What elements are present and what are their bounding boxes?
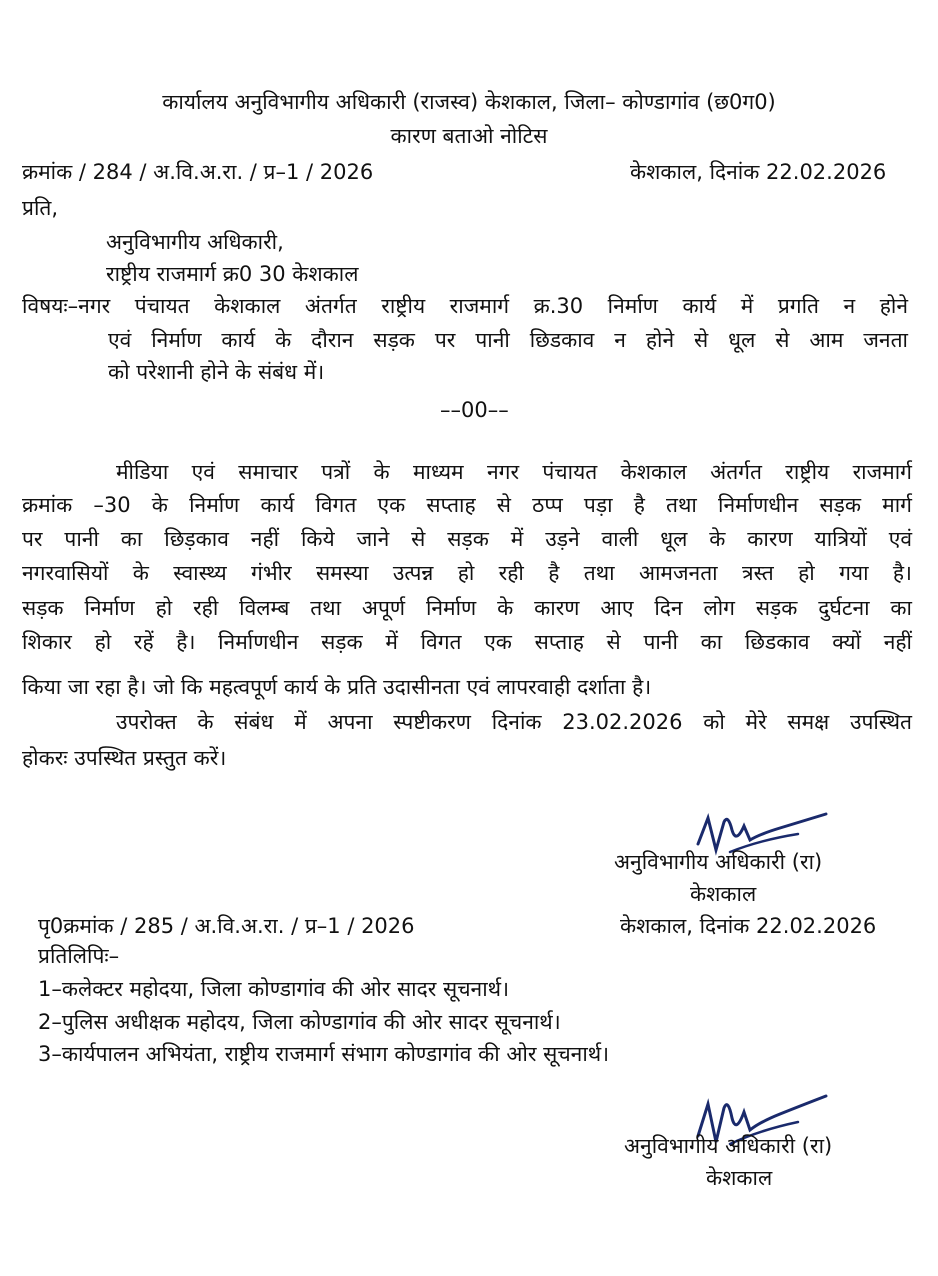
- body-line: मीडिया एवं समाचार पत्रों के माध्यम नगर पंचायत केशकाल अंतर्गत राष्ट्रीय राजमार्ग: [116, 460, 912, 484]
- body-line: नगरवासियों के स्वास्थ्य गंभीर समस्या उत्पन्न हो रही है तथा आमजनता त्रस्त हो गया है।: [22, 561, 912, 585]
- copy-item: 2–पुलिस अधीक्षक महोदय, जिला कोण्डागांव की ओर सादर सूचनार्थ।: [38, 1010, 561, 1034]
- body-line: होकरः उपस्थित प्रस्तुत करें।: [22, 746, 227, 770]
- body-line: शिकार हो रहें है। निर्माणधीन सड़क में विगत एक सप्ताह से पानी का छिडकाव क्यों नहीं: [22, 630, 912, 654]
- signature1-designation: अनुविभागीय अधिकारी (रा): [614, 850, 823, 874]
- subject-line2: एवं निर्माण कार्य के दौरान सड़क पर पानी छिडकाव न होने से धूल से आम जनता: [108, 328, 908, 352]
- endorsement-date: केशकाल, दिनांक 22.02.2026: [620, 914, 877, 938]
- office-heading: कार्यालय अनुविभागीय अधिकारी (राजस्व) केशकाल, जिला– कोण्डागांव (छ0ग0): [162, 90, 776, 114]
- separator: ––00––: [440, 398, 509, 422]
- signature1-place: केशकाल: [690, 882, 757, 906]
- subject-line1: विषयः–नगर पंचायत केशकाल अंतर्गत राष्ट्रीय राजमार्ग क्र.30 निर्माण कार्य में प्रगति न होने: [22, 294, 908, 318]
- addressee-line2: राष्ट्रीय राजमार्ग क्र0 30 केशकाल: [106, 262, 359, 286]
- addressee-line1: अनुविभागीय अधिकारी,: [106, 230, 284, 254]
- copy-to-label: प्रतिलिपिः–: [38, 944, 120, 968]
- signature2-place: केशकाल: [706, 1166, 773, 1190]
- notice-title: कारण बताओ नोटिस: [390, 124, 548, 148]
- copy-item: 1–कलेक्टर महोदया, जिला कोण्डागांव की ओर सादर सूचनार्थ।: [38, 977, 510, 1001]
- copy-item: 3–कार्यपालन अभियंता, राष्ट्रीय राजमार्ग संभाग कोण्डागांव की ओर सूचनार्थ।: [38, 1042, 610, 1066]
- reference-date: केशकाल, दिनांक 22.02.2026: [630, 160, 887, 184]
- body-line: उपरोक्त के संबंध में अपना स्पष्टीकरण दिनांक 23.02.2026 को मेरे समक्ष उपस्थित: [116, 710, 912, 734]
- body-line: किया जा रहा है। जो कि महत्वपूर्ण कार्य के प्रति उदासीनता एवं लापरवाही दर्शाता है।: [22, 675, 652, 699]
- body-line: सड़क निर्माण हो रही विलम्ब तथा अपूर्ण निर्माण के कारण आए दिन लोग सड़क दुर्घटना का: [22, 596, 912, 620]
- subject-line3: को परेशानी होने के संबंध में।: [108, 360, 325, 384]
- body-line: पर पानी का छिड़काव नहीं किये जाने से सड़क में उड़ने वाली धूल के कारण यात्रियों एवं: [22, 527, 912, 551]
- body-line: क्रमांक –30 के निर्माण कार्य विगत एक सप्ताह से ठप्प पड़ा है तथा निर्माणधीन सड़क मार्ग: [22, 493, 912, 517]
- reference-number: क्रमांक / 284 / अ.वि.अ.रा. / प्र–1 / 2026: [22, 160, 374, 184]
- signature2-designation: अनुविभागीय अधिकारी (रा): [624, 1134, 833, 1158]
- endorsement-number: पृ0क्रमांक / 285 / अ.वि.अ.रा. / प्र–1 / 2026: [38, 914, 415, 938]
- to-label: प्रति,: [22, 196, 59, 220]
